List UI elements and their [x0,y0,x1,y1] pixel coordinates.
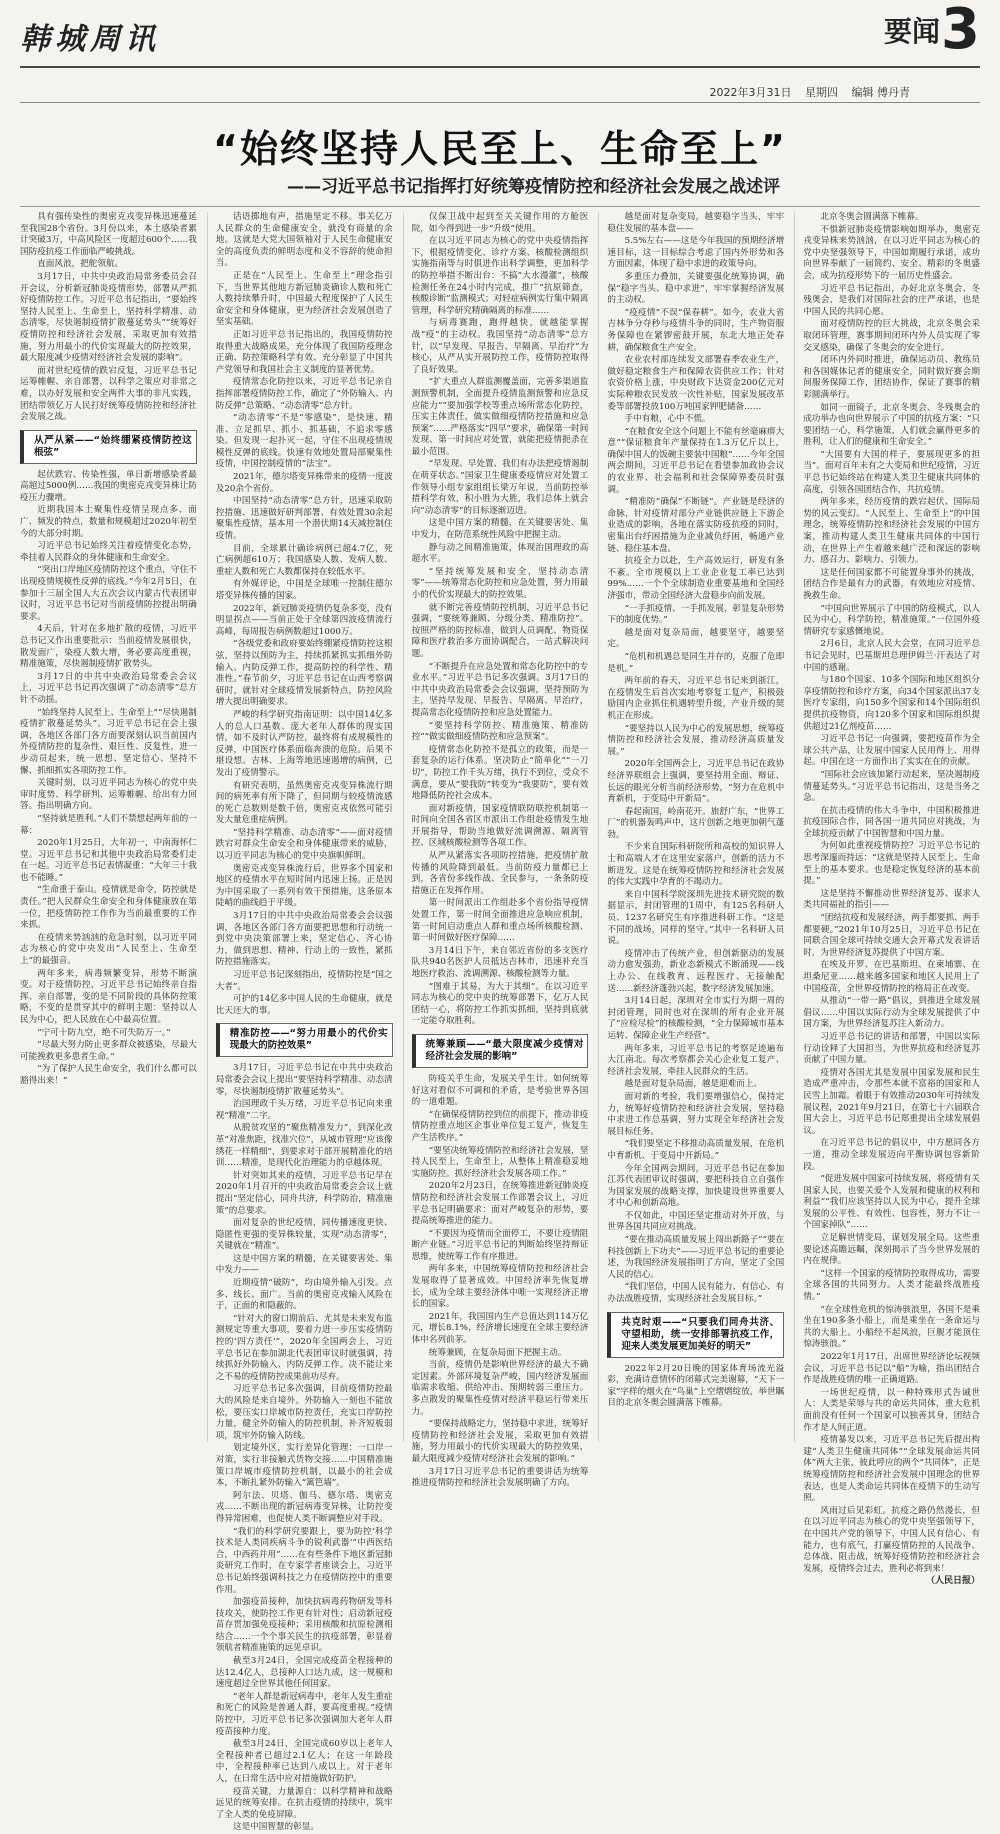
article-paragraph: 手中有粮，心中不慌。 [624,414,711,425]
article-paragraph: 立足解世情变局，谋划发展全局。这些重要论述高瞻远瞩，深刻揭示了当今世界发展的内在规律。 [803,1233,980,1267]
article-paragraph: 近期疫情“破防”，均由境外输入引发。点多、线长、面广。当前的奥密克戎输入风险在于，正面的和隐蔽的。 [215,1278,393,1312]
article-paragraph: 北京冬奥会圆满落下帷幕。 [820,212,924,222]
article-paragraph: 正是在“人民至上、生命至上”理念指引下，当世界其他地方新冠肺炎确诊人数和死亡人数持续攀升时，中国最大程度保护了人民生命安全和身体健康，更为经济社会发展创造了坚实基础。 [215,270,393,328]
article-paragraph: 有外媒评论，中国是全球唯一控制住德尔塔变异株传播的国家。 [215,579,393,601]
issue-date: 2022年3月31日 [709,86,792,99]
article-paragraph: 不惧新冠肺炎疫情影响如期举办，奥密克戎变异株来势汹汹，在以习近平同志为核心的党中央坚强领导下，中国如期履行承诺，成功向世界奉献了一届简约、安全、精彩的冬奥盛会，成为抗疫形势下的一届历史性盛会。 [803,224,980,281]
article-paragraph: 中国坚持“动态清零”总方针，迅速采取防控措施、迅速做好研判部署、有效处置30余起聚集性疫情，基本用一个潜伏期14天减控制住疫情。 [215,496,393,542]
headline-rule [20,206,980,207]
article-paragraph: “要坚持科学防控、精准施策、精准防控”“做实做细疫情防控和应急预案”。 [411,720,589,743]
article-paragraph: 起伏跌宕、传染性强，单日新增感染者最高超过5000例……我国的奥密克戎变异株让防疫压力骤增。 [20,469,197,503]
article-paragraph: “大国要有大国的样子，要展现更多的担当”。面对百年未有之大变局和世纪疫情，习近平总书记始终站在构建人类卫生健康共同体的高度，引领各国团结合作，共抗疫情。 [803,449,980,495]
article-paragraph: “在粮食安全这个问题上不能有丝毫麻痹大意”“保证粮食年产量保持在1.3万亿斤以上，确保中国人的饭碗主要装中国粮”……今年全国两会期间，习近平总书记在看望参加政协会议的农业界、社会福利和社会保障界委员时强调。 [607,426,785,495]
newspaper-logo: 韩城周讯 [20,22,160,57]
article-paragraph: 风雨过后见彩虹。抗疫之路仍然漫长，但在以习近平同志为核心的党中央坚强领导下，在中国共产党的领导下，中国人民有信心、有能力，也有底气，打赢疫情防控的人民战争、总体战、阻击战，统筹好疫情防控和经济社会发展，疫情终会过去，胜利必将到来！ [803,1505,980,1574]
article-paragraph: 这是中国智慧的彰显。 [232,1822,319,1833]
article-paragraph: 如同一面镜子，北京冬奥会、冬残奥会的成功举办也向世界展示了中国的抗疫方案：“只要团结一心，科学施策，人们就会赢得更多的胜利，让人们的健康和生命安全。” [803,402,980,448]
article-paragraph: 防疫关乎生命，发展关乎生计。如何统筹好这对看似不可调和的矛盾，是考验世界各国的一道难题。 [411,1073,589,1108]
article-paragraph: “中国向世界展示了中国的防疫模式，以人民为中心，科学防控，精准施策。”一位国外疫情研究专家感慨地说。 [803,603,980,637]
article-paragraph: 5.5%左右——这是今年我国的预期经济增速目标，这一目标综合考虑了国内外形势和各方面因素，体现了稳中求进的政策导向。 [607,236,785,270]
article-paragraph: 奥密克戎变异株流行后，世界多个国家和地区的疫情水平在短时间内迅速上扬。正是因为中国采取了一系列有效干预措施，这条原本陡峭的曲线趋于平缓。 [215,863,393,909]
masthead-rule-bottom [20,102,980,103]
article-paragraph: 阿尔法、贝塔、伽马、德尔塔、奥密克戎……不断出现的新冠病毒变异株，让防控变得异常困难，也促使人类不断调整应对手段。 [215,1490,393,1524]
article-paragraph: “要坚决统筹疫情防控和经济社会发展，坚持人民至上，生命至上，从整体上精准稳妥地实施防控。抓好经济社会发展各项工作。” [411,1145,589,1179]
article-paragraph: 截至3月24日，全国完成疫苗全程接种的达12.4亿人，总接种人口达九成，这一规模和速度超过全世界其他任何国家。 [215,1656,393,1690]
article-paragraph: 面对疫情防控的巨大挑战，北京冬奥会采取闭环管理，赛事期间闭环内外人员实现了零交叉感染，确保了冬奥会的安全进行。 [803,319,980,353]
article-paragraph: “图难于其易，为大于其细”。在以习近平同志为核心的党中央的统筹部署下，亿万人民团结一心，将防控工作抓实抓细，坚持到底就一定能夺取胜利。 [411,981,589,1027]
article-paragraph: 越是面对复杂局面，越要坚守，越要坚定。 [607,627,785,650]
article-paragraph: 目前，全球累计确诊病例已超4.7亿，死亡病例超610万；我国感染人数、发病人数、重症人数和死亡人数都保持在较低水平。 [215,543,393,577]
article-paragraph: “在全球性危机的惊涛骇浪里，各国不是乘坐在190多条小船上，而是乘坐在一条命运与共的大船上。小船经不起风浪，巨舰才能顶住惊涛骇浪。” [803,1304,980,1350]
article-column-1 [20,212,197,1442]
article-paragraph: 2021年，德尔塔变异株带来的疫情一度波及20余个省份。 [215,472,393,494]
article-paragraph: 面对世纪疫情的跌宕反复，习近平总书记运筹帷幄、亲自部署，以科学之策应对非常之难，以办好发展和安全两件大事的非凡实践，团结带领亿万人民打好统筹疫情防控和经济社会发展之战。 [20,365,197,423]
article-paragraph: 2021年，我国国内生产总值达到114万亿元，增长8.1%，经济增长速度在全球主要经济体中名列前茅。 [411,1311,589,1346]
article-paragraph: 加强疫苗接种，加快抗病毒药物研发等科技攻关，使防控工作更有针对性；启动新冠疫苗存贯加强免疫接种；采用核酸和抗原检测相结合……一个个事关民生的抗疫部署，彰显着领航者精准施策的远见卓识。 [215,1597,393,1654]
article-paragraph: “坚持统筹发展和安全，坚持动态清零”——统筹常态化防控和应急处置，努力用最小的代价实现最大的防控效果。 [411,566,589,600]
article-paragraph: 话语掷地有声，措施坚定不移。事关亿万人民群众的生命健康安全，就没有商量的余地。这就是大党大国领袖对于人民生命健康安全的高度负责的鲜明态度和义不容辞的使命担当。 [215,212,393,269]
article-paragraph: “这样一个国家的疫情防控取得成功，需要全球各国的共同努力。人类才能最终战胜疫情。” [803,1268,980,1303]
article-column-4 [598,212,784,1442]
article-paragraph: “坚持就是胜利。”人们不禁想起两年前的一幕： [20,813,197,836]
article-paragraph: 这是任何国家都不可能置身事外的挑战，团结合作是最有力的武器，有效地应对疫情、挽救生命。 [803,567,980,601]
article-paragraph: 越是面对复杂变局，越要稳字当头，牢牢稳住发展的基本盘—— [607,212,785,234]
issue-editor: 编辑 傅丹青 [851,86,910,99]
section-subtitle: 共克时艰——“只要我们同舟共济、守望相助，统一安排部署抗疫工作，迎来人类发展更加美好的明天” [607,1312,784,1358]
article-paragraph: 具有强传染性的奥密克戎变异株迅速蔓延至我国28个省份。3月份以来，本土感染者累计突破3万，中高风险区一度超过600个……我国防疫抗疫工作面临严峻挑战。 [20,212,197,257]
article-paragraph: 与病毒赛跑，跑得越快，就越能掌握战“疫”的主动权。我国坚持“动态清零”总方针，以“早发现、早报告、早隔离、早治疗”为核心，从严从实开展防控工作，疫情防控取得了良好效果。 [411,318,589,375]
article-paragraph: 2月6日，北京人民大会堂，在同习近平总书记会见时，巴基斯坦总理伊姆兰·汗表达了对中国的感谢。 [803,639,980,673]
article-paragraph: 一场世纪疫情，以一种特殊形式告诫世人：人类是荣辱与共的命运共同体，重大危机面前没有任何一个国家可以独善其身，团结合作才是人间正道。 [803,1387,980,1433]
article-paragraph: “促进发展中国家可持续发展，将疫情有关国家人民，也要关爱个人发展和健康的权利和利益”“我们应该坚持以人民为中心，提升全球发展的公平性、有效性、包容性，努力不让一个国家掉队”…… [803,1174,980,1231]
article-paragraph: 习近平总书记深刻指出，疫情防控是“国之大者”。 [215,970,393,992]
article-paragraph: 面对新的考验，我们要增强信心，保持定力，统筹好疫情防控和经济社会发展，坚持稳中求进工作总基调，努力实现全年经济社会发展目标任务。 [607,1091,785,1137]
section-title: 要闻 [883,15,940,48]
article-paragraph: “宁可十防九空，绝不可失防万一。” [37,1027,171,1038]
article-paragraph: 针对突如其来的疫情，习近平总书记早在2020年1月召开的中央政治局常委会会议上就提出“坚定信心，同舟共济，科学防治，精准施策”的总要求。 [215,1170,393,1216]
article-paragraph: 这是中国方案的精髓，在关键要害处、集中发力，在防范系统性风险中把握主动。 [411,518,589,541]
article-paragraph: “一手抓疫情、一手抓发展，彰显复杂形势下的制度优势。” [607,603,785,626]
article-paragraph: 面对新疫情，国家疫情联防联控机制第一时间向全国各省区市派出工作组赴疫情发生地开展指导，帮助当地做好流调溯源、隔离管控、区域核酸检测等各项工作。 [411,803,589,849]
article-paragraph: 疫情常态化防控不是孤立的政策，而是一套复杂的运行体系。坚决防止“简单化”“一刀切”，防控工作千头万绪，执行不到位，受众不满意，要从“要我防”转变为“我要防”，要有效地降低防控社会成本。 [411,744,589,802]
article-body [20,212,980,1833]
article-paragraph: “疫疫情”不误“保春耕”。如今，农业大省吉林争分夺秒与疫情斗争的同时，生产物资服务保障也在紧锣密鼓开展，东北大地正处春耕，确保粮食生产安全。 [607,307,785,353]
article-paragraph: 3月14日下午，来自邻近省份的多支医疗队共940名医护人员抵达吉林市，迅速补充当地医疗救治、流调溯源、核酸检测等力量。 [411,945,589,979]
article-paragraph: 春起南国，岭南花开。旅舒广东，“世界工厂”的机器轰鸣声中，这片创新之地更加朝气蓬勃。 [607,806,785,840]
article-paragraph: 习近平总书记一向强调，要把疫苗作为全球公共产品，让发展中国家人民用得上、用得起。中国在这一方面作出了实实在在的贡献。 [803,734,980,768]
section-subtitle: 从严从紧——“始终绷紧疫情防控这根弦” [20,430,197,464]
article-paragraph: 2020年全国两会上，习近平总书记在政协经济界联组会上强调，要坚持用全面、辩证、长远的眼光分析当前经济形势，“努力在危机中育新机，于变局中开新局”。 [607,759,785,805]
article-paragraph: 在疫情来势汹汹的危急时刻，以习近平同志为核心的党中央发出“人民至上、生命至上”的最强音。 [20,932,197,967]
article-paragraph: 3月17日的中共中央政治局常委会会议上，习近平总书记再次强调了“动态清零”总方针不动摇。 [20,671,197,705]
article-paragraph: 抗疫全力以赴，生产高效运行，研发有条不紊。全市规模以上工业企业复工率已达到99%……一个个全球制造业重要基地和全国经济强市，带动全国经济大盘稳步向前发展。 [607,556,785,601]
article-paragraph: 疫情对各国尤其是发展中国家发展和民生造成严重冲击，令那些本就不富裕的国家和人民雪上加霜。着眼于有效推动2030年可持续发展议程，2021年9月21日，在第七十六届联合国大会上，习近平总书记郑重提出全球发展倡议。 [803,1067,980,1136]
article-paragraph: “针对大的窗口期前后、尤其是未来发布监测规定等重大事项，要着力进一步压实疫情防控的‘四方责任’”，2020年全国两会上，习近平总书记在参加湖北代表团审议时就强调，持续抓好外防输入、内防反弹工作。决不能让来之不易的疫情防控成果前功尽弃。 [215,1313,393,1382]
article-paragraph: “在确保疫情防控到位的前提下，推动非疫情防控重点地区企事业单位复工复产，恢复生产生活秩序。” [411,1109,589,1143]
article-paragraph: 习近平总书记始终关注着疫情变化态势，牵挂着人民群众的身体健康和生命安全。 [20,541,197,563]
article-paragraph: 从严从紧落实各项防控措施，把疫情扩散传播的风险降到最低。当前防疫力量都已上到，各省份多线作战、全民参与，一条条防疫措施正在发挥作用。 [411,851,589,896]
article-column-2 [207,212,393,1833]
article-paragraph: “要保持战略定力，坚持稳中求进，统筹好疫情防控和经济社会发展，采取更加有效措施，努力用最小的代价实现最大的防控效果，最大限度减少疫情对经济社会发展的影响。” [411,1419,589,1464]
article-paragraph: “坚持科学精准、动态清零”——面对疫情跌宕对群众生命安全和身体健康带来的威胁，以习近平同志为核心的党中央旗帜鲜明。 [215,827,393,862]
article-paragraph: 3月17日的中共中央政治局常委会会议强调，各地区各部门各方面要把思想和行动统一到党中央决策部署上来，坚定信心、齐心协力，做到思想、精神、行动上的一致性，紧抓防控措施落实。 [215,911,393,968]
article-paragraph: “要坚持以人民为中心的发展思想，统筹疫情防控和经济社会发展，推动经济高质量发展。” [607,723,785,757]
article-paragraph: 治国理政千头万绪，习近平总书记向来重视“精准”二字。 [215,1099,393,1121]
article-paragraph: “国际社会应该加紧行动起来，坚决遏制疫情蔓延势头。”习近平总书记指出，这是当务之急。 [803,769,980,804]
article-paragraph: 为何如此重视疫情防控？习近平总书记的思考深邃而持远：“这就是坚持人民至上、生命至上的基本要求。也是稳定恢复经济的基本前提。” [803,841,980,887]
article-paragraph: 正如习近平总书记指出的，我国疫情防控取得重大战略成果，充分体现了我国防疫理念正确、防控策略科学有效、充分彰显了中国共产党领导和我国社会主义制度的显著优势。 [215,329,393,375]
page-number: 3 [941,0,980,62]
article-paragraph: 两年多来，习近平总书记的考察足迹遍布大江南北。每次考察都会关心企业复工复产、经济社会发展，牵挂人民群众的生活。 [607,1043,785,1077]
section-subtitle: 精准防控——“努力用最小的代价实现最大的防控效果” [216,1023,393,1057]
article-paragraph: “团结抗疫和发展经济，两手都要抓、两手都要硬。”2021年10月25日，习近平总书记在同联合国全球可持续交通大会开幕式发表讲话时，为世界经济复苏提供了中国方案。 [803,913,980,958]
article-paragraph: 与180个国家、10多个国际和地区组织分享疫情防控和诊疗方案，向34个国家派出37支医疗专家组，向150多个国家和14个国际组织提供抗疫物资，向120多个国家和国际组织提供超过21亿剂疫苗…… [803,675,980,732]
article-column-3 [403,212,589,1489]
article-paragraph: “我们要坚定不移推动高质量发展，在危机中育新机、于变局中开新局。” [607,1139,785,1161]
article-paragraph: “为了保护人民生命安全，我们什么都可以豁得出来！” [20,1064,197,1086]
article-paragraph: 近期我国本土聚集性疫情呈现点多、面广、频发的特点，数量和规模超过2020年初至今的大部分时期。 [20,505,197,539]
article-paragraph: 就不断完善疫情防控机制，习近平总书记强调，“要统筹兼顾、分级分类、精准防控”。按照严格的防控标准，做到人员调配、物资保障和医疗救治多方面协调配合，一站式解决问题。 [411,602,589,659]
article-paragraph: 疫情冲击了传统产业，但创新驱动的发展动力愈发强劲，新业态新模式不断涌现——线上办公、在线教育、远程医疗、无接触配送……新经济蓬勃兴起，数字经济发展加速。 [607,948,785,994]
article-paragraph: 划定境外区，实行差异化管理：一口岸一对策，实行非接触式货物交接……中国精准施策口岸城市疫情防控机制，以最小的社会成本，不断扎紧外防输入“篱笆墙”。 [215,1443,393,1489]
article-paragraph: 4天后，针对在多地扩散的疫情，习近平总书记又作出重要批示：当前疫情发展很快，散发面广，染疫人数大增，务必要高度重视，精准施策，尽快遏制疫情扩散势头。 [20,624,197,670]
article-paragraph: 2022年，新冠肺炎疫情仍复杂多变，没有明显拐点——当前正处于全球第四波疫情流行高峰，每周报告病例数超过1000万。 [215,603,393,637]
article-paragraph: 2022年1月17日，出席世界经济论坛视频会议，习近平总书记以“船”为喻，指出团结合作是战胜疫情的唯一正确道路。 [803,1352,980,1386]
article-paragraph: 习近平总书记多次强调，目前疫情防控最大的风险是来自境外。外防输入一刻也不能放松，要压实口岸城市防控责任，充实口岸防控力量，健全外防输入的防控机制，补齐短板弱项，筑牢外防输入防线。 [215,1384,393,1441]
article-paragraph: “要在推动高质量发展上闯出新路子”“要在科技创新上下功夫”——习近平总书记的重要论述，为我国经济发展指明了方向，坚定了全国人民的信心。 [607,1235,785,1280]
article-paragraph: 关键时刻，以习近平同志为核心的党中央审时度势、科学研判、运筹帷幄、给出有力回答。指出明确方向。 [20,778,197,812]
article-paragraph: 在抗击疫情的伟大斗争中，中国积极推进抗疫国际合作，同各国一道共同应对挑战，为全球抗疫贡献了中国智慧和中国力量。 [803,805,980,839]
article-paragraph: 在习近平总书记的倡议中，中方愿同各方一道，推动全球发展迈向平衡协调包容新阶段。 [803,1138,980,1172]
article-credit: （人民日报） [925,1576,980,1587]
article-paragraph: 从脱贫攻坚的“聚焦精准发力”，到深化改革“对准焦距，找准穴位”，从城市管理“应该像绣花一样精细”，到要求对干部开展精准化的培训……精准，是现代化治理能力的卓越体现。 [215,1123,393,1169]
article-paragraph: 闭环内外同时推进，确保运动员、教练员和各国媒体记者的健康安全，同时做好赛会期间服务保障工作，团结协作，保证了赛事的精彩圆满举行。 [803,355,980,400]
article-paragraph: 统筹兼顾，在复杂局面下把握主动。 [428,1347,567,1358]
article-paragraph: “精准防”确保“不断链”。产业链是经济的命脉，针对疫情对部分产业链供应链上下游企业造成的影响，各地在落实防疫抗疫的同时，密集出台纾困措施为企业减负纾困，畅通产业链、稳住基本盘。 [607,497,785,554]
article-paragraph: 3月17日，习近平总书记在中共中央政治局常委会会议上提出“要坚持科学精准、动态清零，尽快遏制疫情扩散蔓延势头”。 [215,1063,393,1097]
issue-meta [700,84,911,100]
article-paragraph: 面对复杂的世纪疫情，同传播速度更快、隐匿性更强的变异株较量，实现“动态清零”，关键就在“精准”。 [215,1218,393,1252]
article-paragraph: 农业农村部连续发文部署春季农业生产，做好稳定粮食生产和保障农资供应工作；针对农资价格上涨，中央财政下达资金200亿元对实际种粮农民发放一次性补贴，国家发展改革委等部署投放100万吨国家钾肥储备…… [607,355,785,412]
article-subhead: ——习近平总书记指挥打好统筹疫情防控和经济社会发展之战述评 [287,177,780,197]
article-paragraph: 越是面对复杂局面，越是迎难而上。 [624,1079,763,1090]
article-paragraph: “我们的科学研究要跟上，要为防控‘科学技术是人类同疾病斗争的锐利武器’”中西医结合，中西药并用”……在有些条件下地区新冠肺炎研究工作时，在专家学者座谈会上，习近平总书记始终强调科技之力在疫情防控中的重要作用。 [215,1526,393,1595]
article-paragraph: 两年多来，病毒频繁变异，形势不断演变。对于疫情防控，习近平总书记始终亲自指挥、亲自部署，变的是不同阶段的具体防控策略，不变的是贯穿其中的鲜明主题：坚持以人民为中心，把人民放在心中最高位置。 [20,968,197,1025]
article-paragraph: 可护的14亿多中国人民的生命健康，就是比天还大的事。 [215,994,393,1016]
article-paragraph: 多重压力叠加，关键要强化统筹协调，确保“稳字当头、稳中求进”，牢牢掌握经济发展的主动权。 [607,271,785,306]
article-paragraph: “突出口岸地区疫情防控这个重点，守住不出现疫情规模性反弹的底线。”今年2月5日，在参加十三届全国人大五次会议内蒙古代表团审议时，习近平总书记对当前疫情防控提出明确要求。 [20,565,197,622]
article-paragraph: “老年人群是新冠病毒中，老年人发生重症和死亡的风险是普通人群，要高度重视。”疫情防控中，习近平总书记多次强调加大老年人群疫苗接种力度。 [215,1691,393,1737]
article-paragraph: “扩大重点人群监测覆盖面，完善多渠道监测预警机制，全面提升疫情监测预警和应急反应能力”“要加强学校等重点场所常态化防控，压实主体责任，做实做细疫情防控措施和应急预案”……严格落实“四早”要求，确保第一时间发现、第一时间应对处置，就能把疫情扼杀在最小范围。 [411,377,589,457]
section-subtitle: 统筹兼顾——“最大限度减少疫情对经济社会发展的影响” [412,1034,589,1068]
article-paragraph: 3月17日，中共中央政治局常务委员会召开会议，分析新冠肺炎疫情形势，部署从严抓好疫情防控工作。习近平总书记指出，“要始终坚持人民至上、生命至上，坚持科学精准、动态清零，尽快遏制疫情扩散蔓延势头”“统筹好疫情防控和经济社会发展，采取更加有效措施，努力用最小的代价实现最大的防控效果，最大限度减少疫情对经济社会发展的影响”。 [20,271,197,364]
article-paragraph: 疫情暴发以来，习近平总书记先后提出构建“人类卫生健康共同体”“全球发展命运共同体”两大主张，彼此呼应的两个“共同体”，正是统筹疫情防控和经济社会发展中国理念的世界表达，也是人类命运共同体在疫情下的生动写照。 [803,1435,980,1504]
article-paragraph: 习近平总书记指出，办好北京冬奥会、冬残奥会，是我们对国际社会的庄严承诺，也是中国人民的共同心愿。 [803,283,980,317]
article-paragraph: 有研究表明，虽然奥密克戎变异株流行期间的病死率有所下降了，但同期与较疫情流感的死亡总数则是数千倍，奥密克戎依然可能引发大量危重症病例。 [215,780,393,826]
article-paragraph: 疫情常态化防控以来，习近平总书记亲自指挥部署疫情防控工作，确定了“外防输入、内防反弹”总策略、“动态清零”总方针。 [215,377,393,411]
article-paragraph: 这是中国方案的精髓，在关键要害处、集中发力—— [215,1253,393,1276]
article-paragraph: 疫苗关键，力量源自：以科学精神和战略远见的统筹安排。在抗击疫情的持续中，筑牢了全人类的免疫屏障。 [215,1786,393,1820]
article-paragraph: 从推动“一带一路”倡议，到推进全球发展倡议……中国以实际行动为全球发展提供了中国方案，为世界经济复苏注入新动力。 [803,996,980,1030]
article-paragraph: “不断提升在应急处置和常态化防控中的专业水平。”习近平总书记多次强调。3月17日的中共中央政治局常委会会议强调，坚持预防为主，坚持早发现、早报告、早隔离、早治疗，提高常态化疫情防控和应急处置能力。 [411,661,589,718]
article-paragraph: 不仅如此，中国还坚定推动对外开放，与世界各国共同应对挑战。 [607,1210,785,1233]
article-paragraph: “各级党委和政府要始终绷紧疫情防控这根弦，坚持以预防为主，持续抓紧抓实抓细外防输入、内防反弹工作，提高防控的科学性、精准性。”春节前夕，习近平总书记在山西考察调研时，就针对全球疫情发展新特点，防控风险增大提出明确要求。 [215,639,393,708]
article-paragraph: “危机和机遇总是同生并存的，克服了危即是机。” [607,651,785,674]
article-paragraph: “我们坚信，中国人民有能力、有信心、有办法战胜疫情，实现经济社会发展目标。” [607,1282,785,1305]
article-paragraph: 两年多来，中国统筹疫情防控和经济社会发展取得了显著成效。中国经济率先恢复增长，成为全球主要经济体中唯一实现经济正增长的国家。 [411,1264,589,1310]
masthead [20,0,980,110]
article-headline: “始终坚持人民至上、生命至上” [213,127,787,171]
article-paragraph: 不少来自国际科研院所和高校的知识界人士和高端人才在这里安家落户，创新的活力不断迸发。这是在统筹疫情防控和经济社会发展的伟大实践中孕育的不竭动力。 [607,842,785,888]
article-paragraph: 3月17日习近平总书记的重要讲话为统筹推进疫情防控和经济社会发展明确了方向。 [411,1466,589,1489]
article-paragraph: 仅保卫战中起到至关关键作用的方舱医院，如今得到进一步“升级”使用。 [411,212,589,234]
article-paragraph: 来自中国科学院深圳先进技术研究院的数据显示，封闭管理的1周中，有125名科研人员、1237名研究生有序推进科研工作。“这是不同的战场，同样的坚守。”其中一名科研人员说。 [607,889,785,947]
article-paragraph: 两年前的春天，习近平总书记来到浙江，在疫情发生后首次实地考察复工复产，积极鼓励国内企业抓住机遇转型升级，产业升级的契机正在形成。 [607,676,785,721]
article-column-5 [794,212,980,1587]
article-paragraph: 2022年2月20日晚的国家体育场流光溢彩，充满诗意情怀的闭幕式完美谢幕，“天下一家”字样的烟火在“鸟巢”上空熠熠绽放，举世瞩目的北京冬奥会圆满落下帷幕。 [607,1363,785,1409]
article-paragraph: 3月14日起，深圳对全市实行为期一周的封闭管理，同时也对在深圳的所有企业开展了“应检尽检”的核酸检测，“全力保障城市基本运转、保障企业生产经营”。 [607,996,785,1041]
article-paragraph: “始终坚持人民至上、生命至上”“尽快遏制疫情扩散蔓延势头”。习近平总书记在会上强调，各地区各部门各方面要深刻认识当前国内外疫情防控的复杂性、艰巨性、反复性，进一步动员起来，统一思想、坚定信心、坚持不懈、抓细抓实各项防控工作。 [20,707,197,776]
article-paragraph: “生命重于泰山。疫情就是命令，防控就是责任。”把人民群众生命安全和身体健康放在第一位，把疫情防控工作作为当前最重要的工作来抓。 [20,885,197,931]
article-paragraph: 严峻的科学研究指南证明：以中国14亿多人的总人口基数、庞大老年人群体的现实国情，如不及时认严防控，最终将有成规模性的反弹，中国医疗体系面临奔溃的危险。后果不堪设想。吉林、上海等地迅速遏增的病例，已发出了疫情警示。 [215,709,393,778]
article-paragraph: 直面风浪，把舵领航。 [37,259,124,270]
article-paragraph: 这是坚持不懈推动世界经济复苏、谋求人类共同福祉的指引—— [803,888,980,911]
issue-weekday: 星期四 [805,86,838,99]
article-paragraph: 2020年2月23日，在统筹推进新冠肺炎疫情防控和经济社会发展工作部署会议上，习近平总书记明确要求：面对严峻复杂的形势，要提高统筹推进的能力。 [411,1181,589,1227]
masthead-rule [20,66,980,68]
article-paragraph: “动态清零”不是“零感染”，是快速、精准、立足抓早、抓小、抓基础，不追求零感染。但发现一起扑灭一起，守住不出现疫情规模性反弹的底线。快速有效地处置局部聚集性疫情，中国控制疫情的“法宝”。 [215,413,393,470]
article-paragraph: 2020年1月25日，大年初一，中南海怀仁堂。习近平总书记和其他中央政治局常委们走在一起。习近平总书记表情凝重：“大年三十我也不能睡。” [20,838,197,883]
article-paragraph: “尽最大努力防止更多群众被感染，尽最大可能挽救更多患者生命。” [20,1040,197,1062]
article-paragraph: 两年多来，经历疫情的跌宕起伏、国际局势的风云变幻。“人民至上、生命至上”的中国理念，统筹疫情防控和经济社会发展的中国方案，推动构建人类卫生健康共同体的中国行动，在世界上产生着越来越广泛和深远的影响力、感召力、影响力、引领力。 [803,497,980,566]
article-paragraph: 静与动之间精准施策，体现治国理政的高超水平。 [411,542,589,565]
article-paragraph: 当前，疫情仍是影响世界经济的最大不确定因素。外部环境复杂严峻，国内经济发展面临需求收缩、供给冲击、预期转弱三重压力。多点散发的聚集性疫情对经济平稳运行带来压力。 [411,1360,589,1417]
article-paragraph: 第一时间派出工作组赴多个省份指导疫情处置工作，第一时间全面推进应急响应机制，第一时间启动重点人群和重点场所核酸检测、第一时间做好医疗保障…… [411,898,589,944]
article-paragraph: 今年全国两会期间，习近平总书记在参加江苏代表团审议时强调，要把科技自立自强作为国家发展的战略支撑，加快建设世界重要人才中心和创新高地。 [607,1163,785,1209]
article-paragraph: 截至3月24日，全国完成60岁以上老年人全程接种者已超过2.1亿人；在这一年龄段中，全程接种率已达到八成以上。对于老年人，在日常生活中应对措施做好防护。 [215,1739,393,1784]
article-paragraph: 在以习近平同志为核心的党中央疫情指挥下，根据疫情变化、诊疗方案、核酸检测组织实施指南等与时俱进作出科学调整，更加科学的防控举措不断出台：不搞“大水漫灌”，核酸检测任务在24小时内完成，推广“抗原筛查，核酸诊断”监测模式；对轻症病例实行集中隔离管理，科学研究精确隔离的标准…… [411,236,589,316]
article-paragraph: 在埃及开罗、在巴基斯坦、在柬埔寨、在坦桑尼亚……越来越多国家和地区人民用上了中国疫苗，全世界疫情防控的格局正在改变。 [803,960,980,994]
article-paragraph: 习近平总书记的讲话和部署，中国以实际行动诠释了大国担当，为世界抗疫和经济复苏贡献了中国力量。 [803,1031,980,1066]
article-paragraph: “不要因为疫情而全面停工，不要让疫情阻断产业链。”习近平总书记的判断始终坚持辩证思维，使统筹工作有序推进。 [411,1228,589,1262]
article-paragraph: “早发现、早处置、我们有办法把疫情遏制在萌芽状态。”国家卫生健康委疫情应对处置工作领导小组专家组组长梁万年说，当前防控举措科学有效，积小胜为大胜，我们总体上就会向“动态清零”的目标逐渐迈进。 [411,459,589,516]
